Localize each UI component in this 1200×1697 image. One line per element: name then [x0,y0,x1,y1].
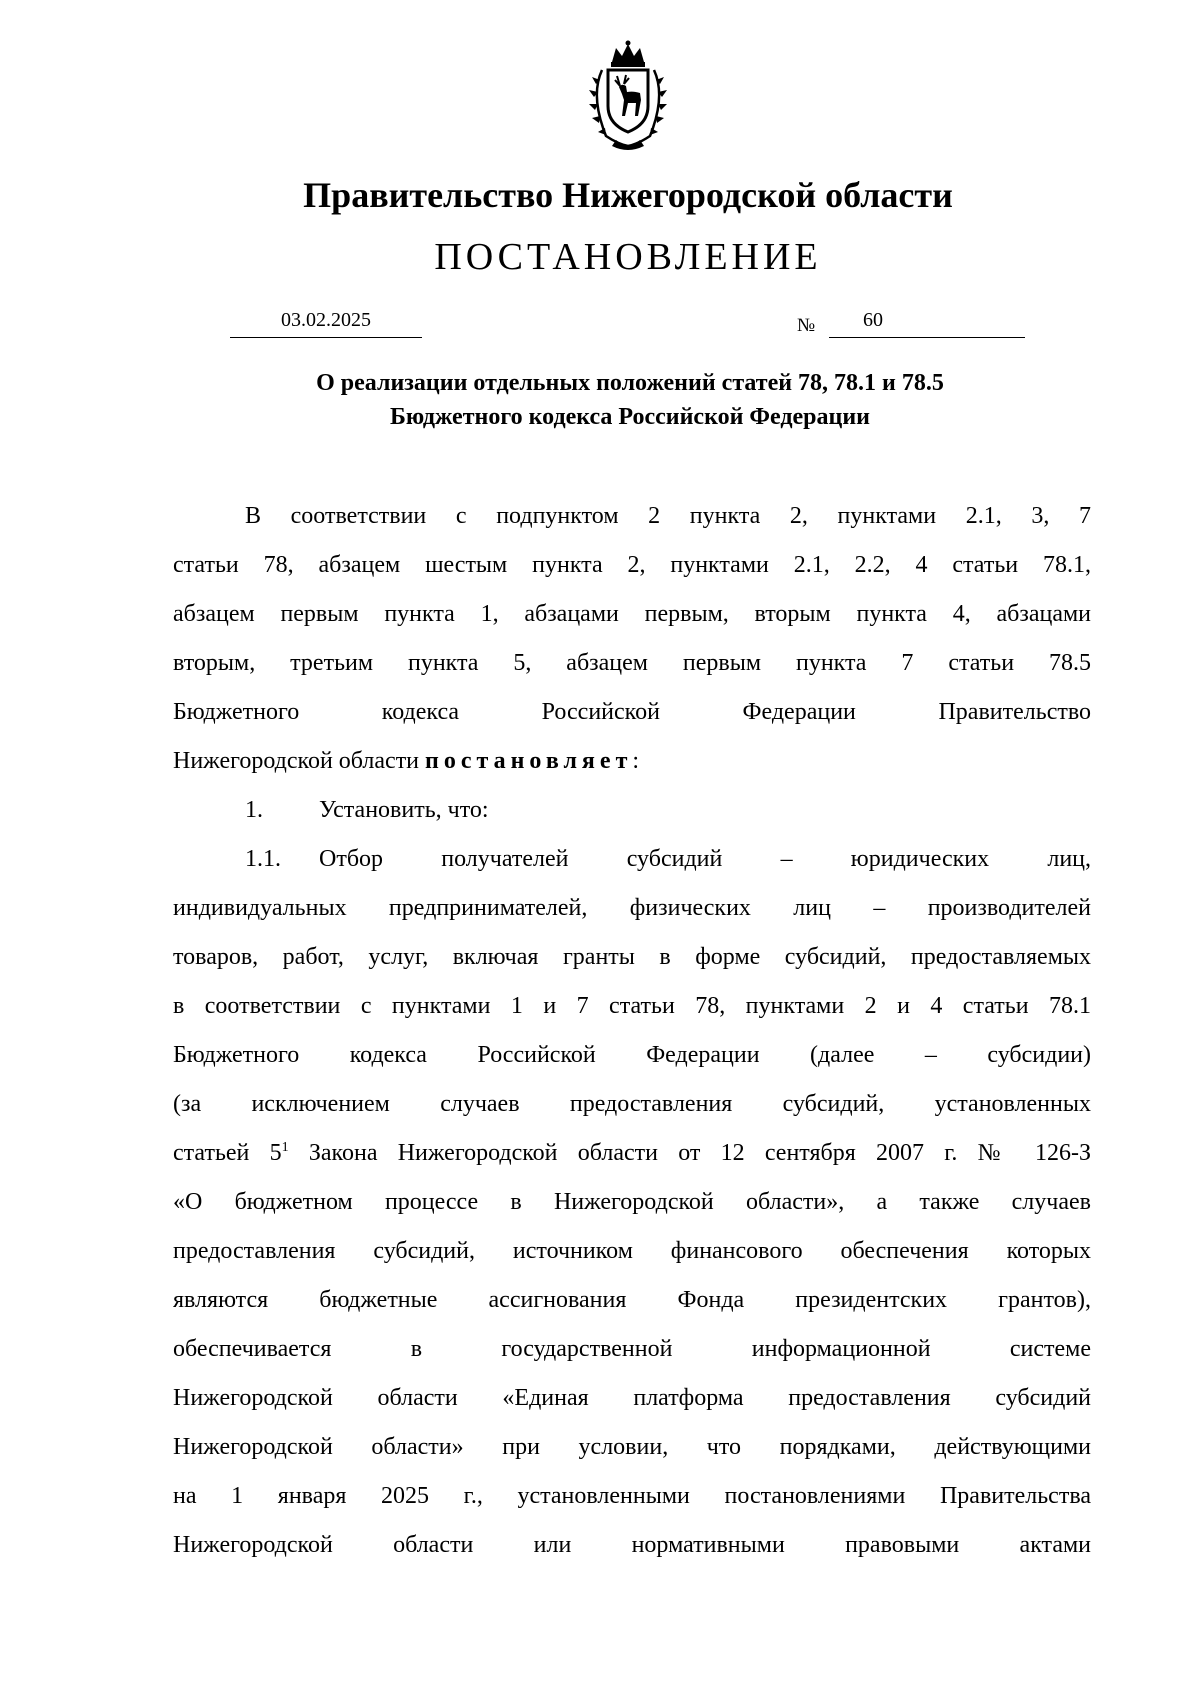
document-type: ПОСТАНОВЛЕНИЕ [434,236,822,278]
body-line: в соответствии с пунктами 1 и 7 статьи 78, пунктами 2 и 4 статьи 78.1 [173,993,1091,1019]
document-number: 60 [863,309,883,331]
superscript: 1 [281,1140,289,1155]
body-line [173,1129,1091,1178]
body-line: индивидуальных предпринимателей, физических лиц – производителей [173,895,1091,921]
body-text: статьей 5 [173,1140,282,1166]
body-text: : [632,748,640,774]
document-date: 03.02.2025 [230,303,422,338]
body-line: Бюджетного кодекса Российской Федерации Правительство [173,699,1091,725]
body-line: предоставления субсидий, источником финансового обеспечения которых [173,1238,1091,1264]
document-number-field [829,303,1025,338]
body-line: Нижегородской области или нормативными правовыми актами [173,1532,1091,1558]
body-line: Бюджетного кодекса Российской Федерации (далее – субсидии) [173,1042,1091,1068]
body-line: обеспечивается в государственной информационной системе [173,1336,1091,1362]
subject-line: Бюджетного кодекса Российской Федерации [389,404,870,430]
body-line: абзацем первым пункта 1, абзацами первым, вторым пункта 4, абзацами [173,601,1091,627]
document-body [173,492,1091,1570]
subject-line: О реализации отдельных положений статей 78, 78.1 и 78.5 [316,370,944,396]
body-line: В соответствии с подпунктом 2 пункта 2, пунктами 2.1, 3, 7 [245,503,1091,529]
coat-of-arms-icon [572,40,684,152]
body-line: вторым, третьим пункта 5, абзацем первым пункта 7 статьи 78.5 [173,650,1091,676]
body-line: товаров, работ, услуг, включая гранты в форме субсидий, предоставляемых [173,944,1091,970]
body-text: Отбор получателей субсидий – юридических лиц, [319,846,1091,872]
body-line: Нижегородской области «Единая платформа предоставления субсидий [173,1385,1091,1411]
government-title: Правительство Нижегородской области [303,175,953,215]
body-line: статьи 78, абзацем шестым пункта 2, пунктами 2.1, 2.2, 4 статьи 78.1, [173,552,1091,578]
body-text: Установить, что: [319,797,489,823]
body-line: являются бюджетные ассигнования Фонда президентских грантов), [173,1287,1091,1313]
number-sign: № [797,315,816,336]
body-line: «О бюджетном процессе в Нижегородской области», а также случаев [173,1189,1091,1215]
clause-number: 1. [245,797,263,823]
body-text: Нижегородской области [173,748,426,774]
body-line [173,737,1091,786]
clause-number: 1.1. [245,846,281,872]
body-text: Закона Нижегородской области от 12 сентября 2007 г. № 126-З [288,1140,1091,1166]
body-line [173,835,1091,884]
document-subject [0,366,1200,434]
body-line: на 1 января 2025 г., установленными постановлениями Правительства [173,1483,1091,1509]
body-line: Нижегородской области» при условии, что порядками, действующими [173,1434,1091,1460]
body-line [173,786,1091,835]
resolves-keyword: постановляет [425,748,633,774]
body-line: (за исключением случаев предоставления субсидий, установленных [173,1091,1091,1117]
